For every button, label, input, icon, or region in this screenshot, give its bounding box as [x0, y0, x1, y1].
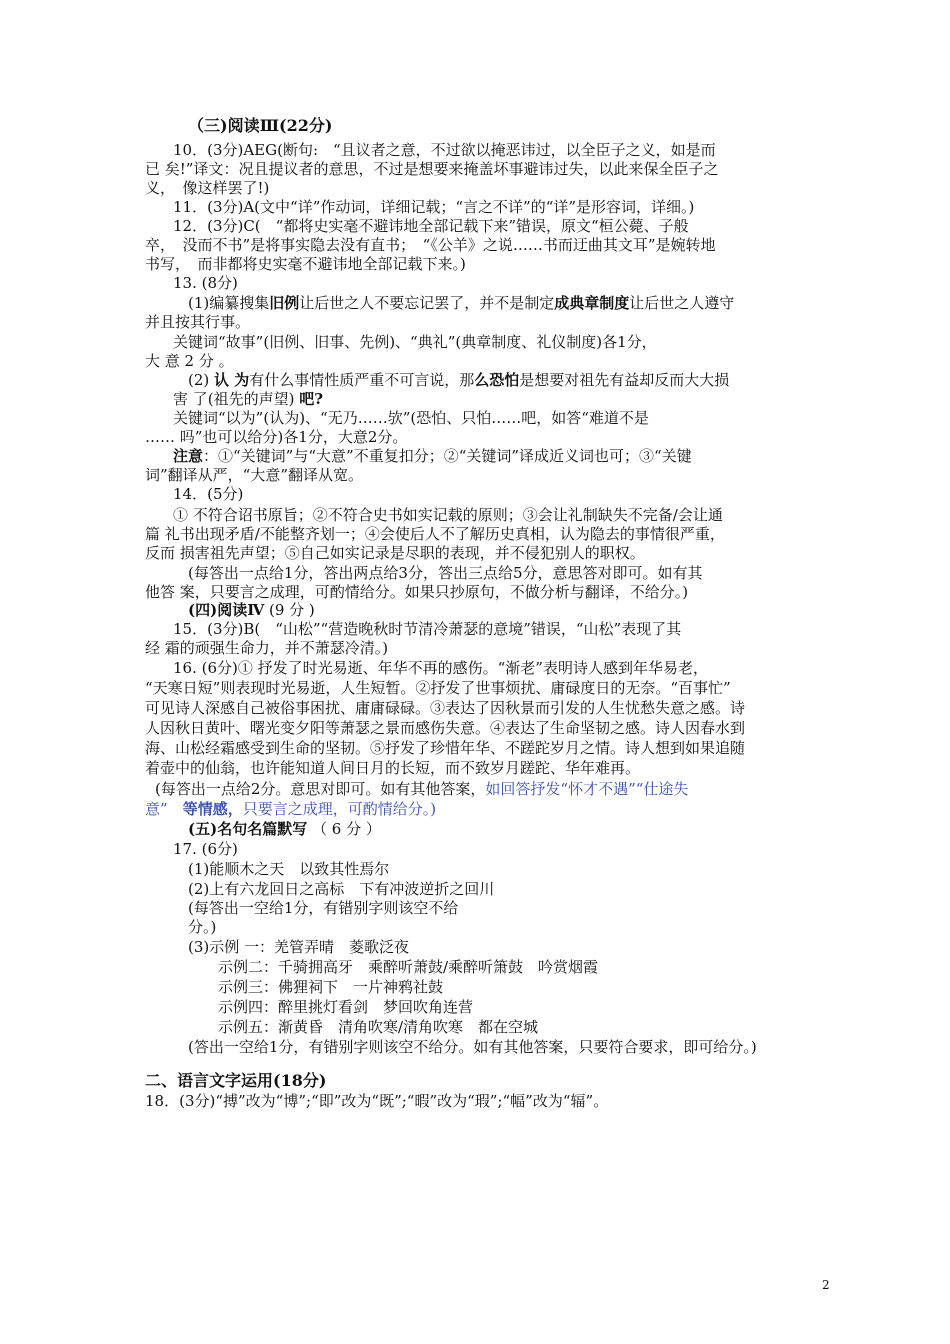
- q13-answer-2-cont: 害 了(祖先的声望) 吧?: [173, 390, 324, 408]
- q13-answer-1-cont: 并且按其行事。: [145, 313, 251, 331]
- q17-rule-1-cont: 分。): [188, 918, 217, 936]
- q13-keywords-1: 关键词“故事”(旧例、旧事、先例)、“典礼”(典章制度、礼仪制度)各1分，: [173, 333, 657, 351]
- section-3-title: （三)阅读Ⅲ(22分): [188, 116, 333, 135]
- q14-line-1: ① 不符合诏书原旨；②不符合史书如实记载的原则；③会让礼制缺失不完备/会让通: [173, 506, 723, 524]
- page-number: 2: [822, 1278, 830, 1292]
- q16-scoring-1: (每答出一点给2分。意思对即可。如有其他答案，如回答抒发“怀才不遇”“仕途失: [155, 780, 689, 798]
- q13-keywords-2: 关键词“以为”(认为)、“无乃……欤”(恐怕、只怕……吧，如答“难道不是: [173, 409, 649, 427]
- section-5-title: (五)名句名篇默写 （ 6 分 ）: [188, 820, 381, 838]
- q17-rule-1: (每答出一空给1分，有错别字则该空不给: [188, 899, 459, 917]
- q17-example-5: 示例五：渐黄昏 清角吹寒/清角吹寒 都在空城: [218, 1018, 539, 1036]
- q17-rule-2: (答出一空给1分，有错别字则该空不给分。如有其他答案，只要符合要求，即可给分。): [188, 1038, 757, 1056]
- q17-answer-1: (1)能顺木之天 以致其性焉尔: [188, 860, 390, 878]
- q13-keywords-1-cont: 大 意 2 分 。: [145, 352, 234, 370]
- q12-line-1: 12．(3分)C( “都将史实毫不避讳地全部记载下来”错误，原文“桓公薨、子般: [173, 217, 689, 235]
- q14-scoring-1: (每答出一点给1分，答出两点给3分，答出三点给5分，意思答对即可。如有其: [188, 564, 703, 582]
- q16-scoring-2: 意” 等情感，只要言之成理，可酌情给分。): [145, 800, 437, 818]
- q14-line-3: 反而 损害祖先声望；⑤自己如实记录是尽职的表现，并不侵犯别人的职权。: [145, 544, 645, 562]
- q14-scoring-2: 他答 案，只要言之成理，可酌情给分。如果只抄原句，不做分析与翻译，不给分。): [145, 583, 689, 601]
- q14-line-2: 篇 礼书出现矛盾/不能整齐划一；④会使后人不了解历史真相，认为隐去的事情很严重，: [145, 525, 725, 543]
- q17-answer-2: (2)上有六龙回日之高标 下有冲波逆折之回川: [188, 880, 495, 898]
- q16-line-1: 16. (6分)① 抒发了时光易逝、年华不再的感伤。“渐老”表明诗人感到年华易老，: [173, 659, 708, 677]
- q11-line-1: 11．(3分)A(文中“详”作动词，详细记载；“言之不详”的“详”是形容词，详细。): [173, 198, 695, 216]
- q12-line-3: 书写， 而非都将史实毫不避讳地全部记载下来。): [145, 255, 466, 273]
- q16-line-5: 海、山松经霜感受到生命的坚韧。⑤抒发了珍惜年华、不蹉跎岁月之情。诗人想到如果追随: [145, 739, 746, 757]
- q13-heading: 13. (8分): [173, 274, 238, 292]
- q17-answer-3: (3)示例 一：羌管弄晴 菱歌泛夜: [188, 938, 410, 956]
- q10-line-2: 已 矣!”译文：况且提议者的意思，不过是想要来掩盖坏事避讳过失，以此来保全臣子之: [145, 160, 719, 178]
- q16-line-3: 可见诗人深感自己被俗事困扰、庸庸碌碌。③表达了因秋景而引发的人生忧愁失意之感。诗: [145, 699, 746, 717]
- q17-example-3: 示例三：佛狸祠下 一片神鸦社鼓: [218, 978, 444, 996]
- q10-line-3: 义， 像这样罢了!): [145, 179, 270, 197]
- q16-line-4: 人因秋日黄叶、曙光变夕阳等萧瑟之景而感伤失意。④表达了生命坚韧之感。诗人因春水到: [145, 719, 746, 737]
- q17-example-2: 示例二：千骑拥高牙 乘醉听萧鼓/乘醉听箫鼓 吟赏烟霞: [218, 958, 599, 976]
- q15-line-1: 15．(3分)B( “山松”“营造晚秋时节清冷萧瑟的意境”错误，“山松”表现了其: [173, 620, 682, 638]
- q12-line-2: 卒， 没而不书”是将事实隐去没有直书； “《公羊》之说……书而迂曲其文耳”是婉转地: [145, 236, 716, 254]
- q13-keywords-2-cont: …… 吗”也可以给分)各1分，大意2分。: [145, 428, 408, 446]
- section-4-title: (四)阅读Ⅳ (9 分 ): [188, 601, 315, 619]
- q17-example-4: 示例四：醉里挑灯看剑 梦回吹角连营: [218, 998, 474, 1016]
- q16-line-6: 着壶中的仙翁，也许能知道人间日月的长短，而不致岁月蹉跎、华年难再。: [145, 759, 641, 777]
- q10-line-1: 10．(3分)AEG(断句: “且议者之意，不过欲以掩恶讳过，以全臣子之义，如是而: [173, 141, 716, 159]
- q13-note-cont: 词”翻译从严，“大意”翻译从宽。: [145, 466, 364, 484]
- q13-note: 注意：①“关键词”与“大意”不重复扣分；②“关键词”译成近义词也可；③“关键: [173, 447, 692, 465]
- q15-line-2: 经 霜的顽强生命力，并不萧瑟冷清。): [145, 639, 389, 657]
- part-2-title: 二、语言文字运用(18分): [145, 1071, 327, 1090]
- q17-heading: 17. (6分): [173, 840, 238, 858]
- q14-heading: 14．(5分): [173, 485, 244, 503]
- q13-answer-2: (2) 认 为有什么事情性质严重不可言说，那么恐怕是想要对祖先有益却反而大大损: [188, 371, 730, 389]
- q13-answer-1: (1)编纂搜集旧例让后世之人不要忘记罢了，并不是制定成典章制度让后世之人遵守: [188, 294, 735, 312]
- q18-line-1: 18．(3分)“搏”改为“博”;“即”改为“既”;“暇”改为“瑕”;“幅”改为“辐”。: [145, 1092, 609, 1110]
- q16-line-2: “天寒日短”则表现时光易逝，人生短暂。②抒发了世事烦扰、庸碌度日的无奈。“百事忙”: [145, 679, 731, 697]
